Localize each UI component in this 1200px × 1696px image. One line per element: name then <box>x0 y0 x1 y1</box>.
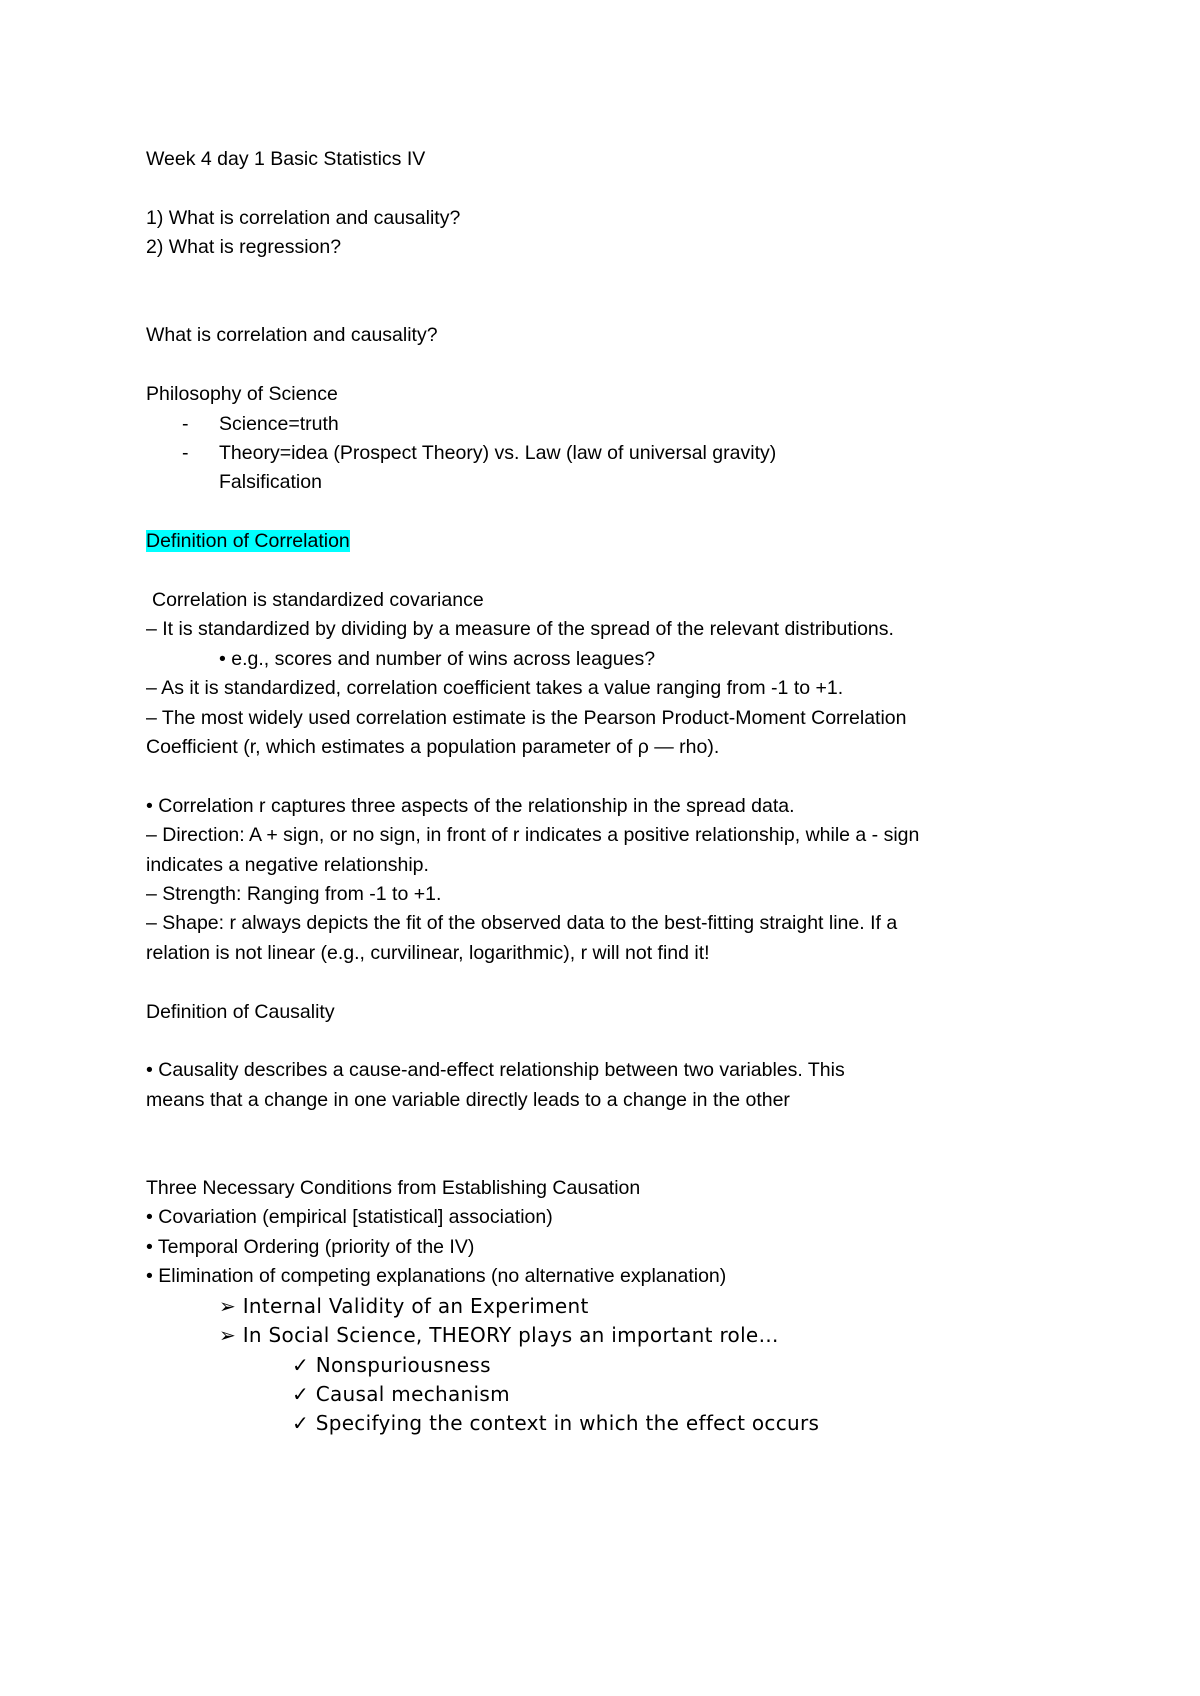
spacer <box>146 1027 1066 1056</box>
document-body <box>146 145 1066 1439</box>
correlation-line: Correlation is standardized covariance <box>152 589 484 612</box>
correlation-aspect: • Correlation r captures three aspects of the relationship in the spread data. <box>146 794 795 817</box>
correlation-heading: Definition of Correlation <box>146 530 350 553</box>
check-bullet-item: ✓ Nonspuriousness <box>292 1352 491 1377</box>
document-title: Week 4 day 1 Basic Statistics IV <box>146 148 426 170</box>
correlation-aspect: – Shape: r always depicts the fit of the observed data to the best-fitting straight line. If a <box>146 912 898 935</box>
correlation-heading-line <box>146 527 1066 556</box>
dash-bullet-icon: - <box>182 442 189 465</box>
condition-item: • Temporal Ordering (priority of the IV) <box>146 1235 475 1258</box>
spacer <box>146 351 1066 380</box>
spacer <box>146 762 1066 791</box>
spacer <box>146 174 1066 203</box>
question-1: 1) What is correlation and causality? <box>146 206 461 229</box>
causality-line: • Causality describes a cause-and-effect relationship between two variables. This <box>146 1059 845 1082</box>
philosophy-heading: Philosophy of Science <box>146 383 338 406</box>
condition-item: • Covariation (empirical [statistical] association) <box>146 1206 553 1229</box>
philosophy-sub-item: Falsification <box>219 471 322 494</box>
correlation-line: Coefficient (r, which estimates a population parameter of ρ — rho). <box>146 736 720 759</box>
check-bullet-item: ✓ Causal mechanism <box>292 1381 510 1406</box>
correlation-line: – It is standardized by dividing by a measure of the spread of the relevant distributions. <box>146 618 894 641</box>
philosophy-item-text: Science=truth <box>219 412 339 435</box>
correlation-line: – The most widely used correlation estimate is the Pearson Product-Moment Correlation <box>146 706 907 729</box>
philosophy-item-text: Theory=idea (Prospect Theory) vs. Law (law of universal gravity) <box>219 442 777 465</box>
correlation-aspect: – Strength: Ranging from -1 to +1. <box>146 883 442 906</box>
causality-heading: Definition of Causality <box>146 1000 335 1023</box>
spacer <box>146 968 1066 997</box>
correlation-aspect: relation is not linear (e.g., curvilinear, logarithmic), r will not find it! <box>146 941 710 964</box>
condition-item: • Elimination of competing explanations (no alternative explanation) <box>146 1265 727 1288</box>
correlation-line: – As it is standardized, correlation coefficient takes a value ranging from -1 to +1. <box>146 677 844 700</box>
spacer <box>146 1115 1066 1174</box>
philosophy-item <box>146 410 1066 439</box>
spacer <box>146 557 1066 586</box>
correlation-aspect: – Direction: A + sign, or no sign, in front of r indicates a positive relationship, while a - sign <box>146 824 920 847</box>
correlation-example: • e.g., scores and number of wins across leagues? <box>219 647 656 670</box>
section-heading-correlation-causality: What is correlation and causality? <box>146 324 438 347</box>
dash-bullet-icon: - <box>182 412 189 435</box>
conditions-heading: Three Necessary Conditions from Establishing Causation <box>146 1177 641 1200</box>
arrow-bullet-item: ➢ In Social Science, THEORY plays an important role… <box>219 1323 779 1348</box>
spacer <box>146 263 1066 322</box>
correlation-aspect: indicates a negative relationship. <box>146 853 429 876</box>
question-2: 2) What is regression? <box>146 236 342 259</box>
causality-line: means that a change in one variable directly leads to a change in the other <box>146 1088 790 1111</box>
spacer <box>146 498 1066 527</box>
arrow-bullet-item: ➢ Internal Validity of an Experiment <box>219 1293 589 1318</box>
check-bullet-item: ✓ Specifying the context in which the effect occurs <box>292 1411 820 1436</box>
philosophy-item <box>146 439 1066 468</box>
